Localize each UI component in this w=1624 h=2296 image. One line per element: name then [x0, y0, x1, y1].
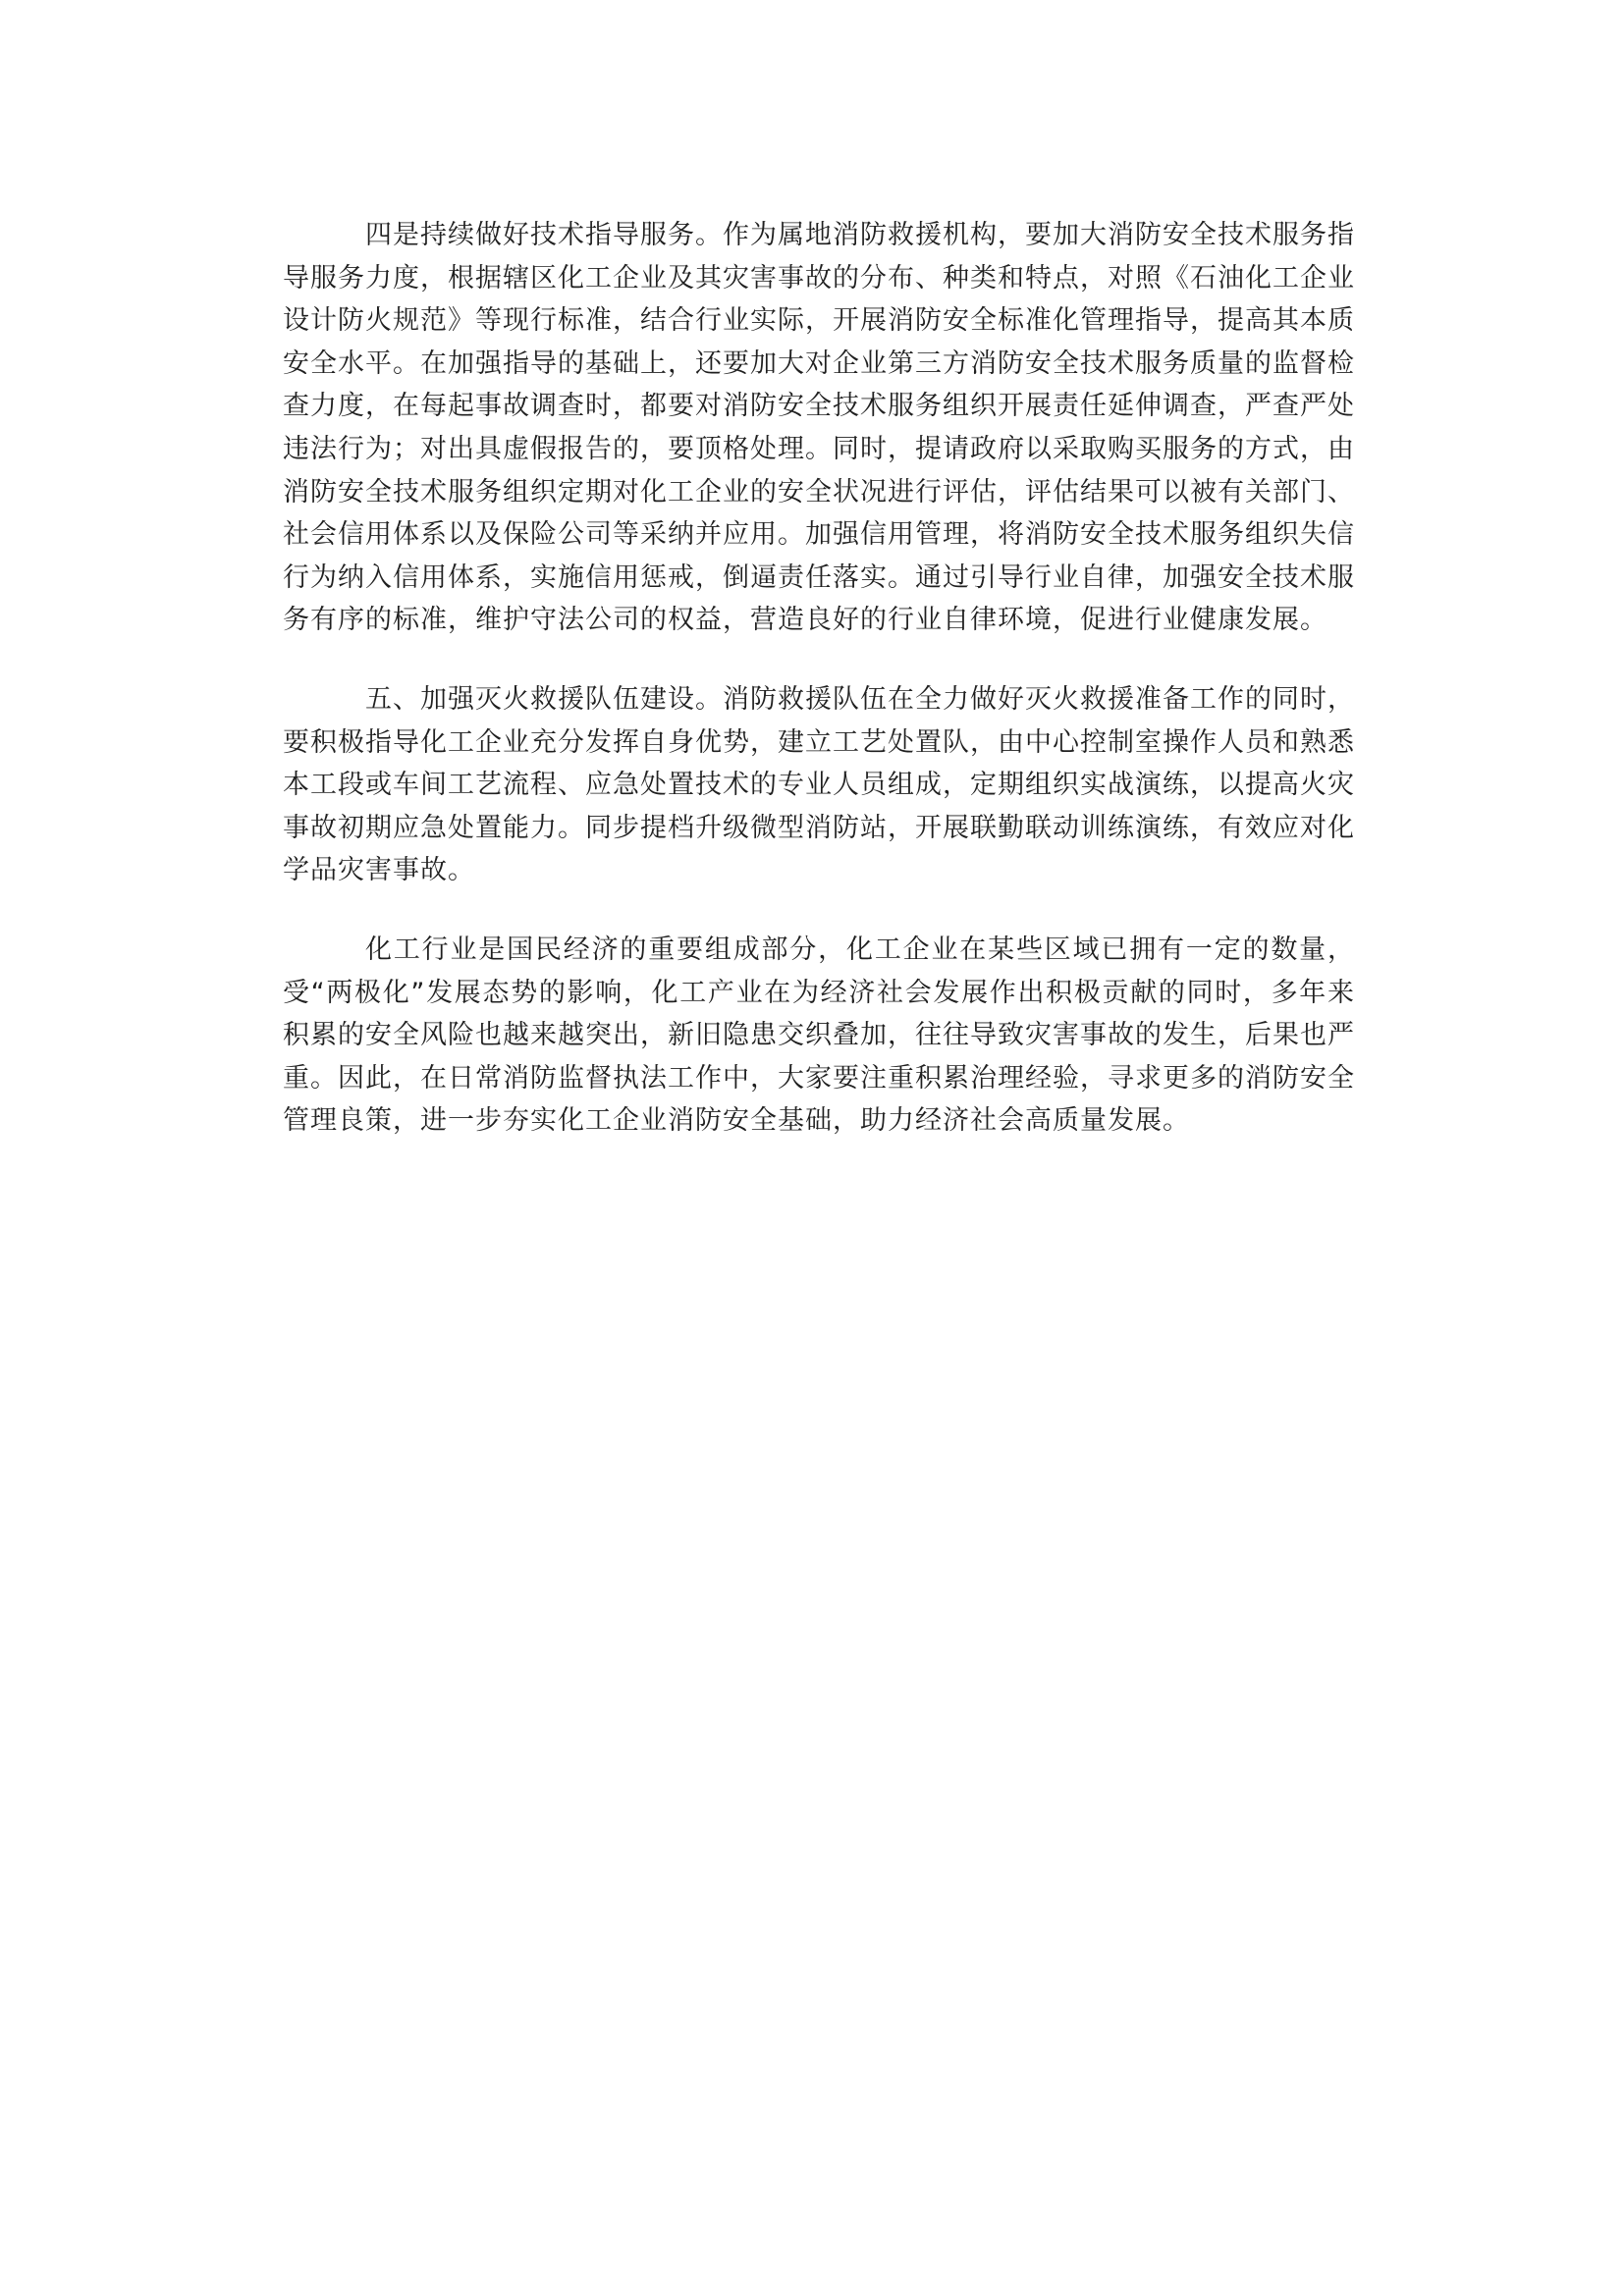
paragraph-fire-rescue-team: 五、加强灭火救援队伍建设。消防救援队伍在全力做好灭火救援准备工作的同时，要积极指导化工企业充分发挥自身优势，建立工艺处置队，由中心控制室操作人员和熟悉本工段或车间工艺流程、应急处置技术的专业人员组成，定期组织实战演练，以提高火灾事故初期应急处置能力。同步提档升级微型消防站，开展联勤联动训练演练，有效应对化学品灾害事故。 — [283, 683, 1355, 886]
paragraph-technical-guidance: 四是持续做好技术指导服务。作为属地消防救援机构，要加大消防安全技术服务指导服务力度，根据辖区化工企业及其灾害事故的分布、种类和特点，对照《石油化工企业设计防火规范》等现行标准，结合行业实际，开展消防安全标准化管理指导，提高其本质安全水平。在加强指导的基础上，还要加大对企业第三方消防安全技术服务质量的监督检查力度，在每起事故调查时，都要对消防安全技术服务组织开展责任延伸调查，严查严处违法行为；对出具虚假报告的，要顶格处理。同时，提请政府以采取购买服务的方式，由消防安全技术服务组织定期对化工企业的安全状况进行评估，评估结果可以被有关部门、社会信用体系以及保险公司等采纳并应用。加强信用管理，将消防安全技术服务组织失信行为纳入信用体系，实施信用惩戒，倒逼责任落实。通过引导行业自律，加强安全技术服务有序的标准，维护守法公司的权益，营造良好的行业自律环境，促进行业健康发展。 — [283, 220, 1355, 636]
paragraph-conclusion: 化工行业是国民经济的重要组成部分，化工企业在某些区域已拥有一定的数量，受“两极化”发展态势的影响，化工产业在为经济社会发展作出积极贡献的同时，多年来积累的安全风险也越来越突出，新旧隐患交织叠加，往往导致灾害事故的发生，后果也严重。因此，在日常消防监督执法工作中，大家要注重积累治理经验，寻求更多的消防安全管理良策，进一步夯实化工企业消防安全基础，助力经济社会高质量发展。 — [283, 934, 1355, 1137]
document-body — [283, 214, 1355, 1179]
